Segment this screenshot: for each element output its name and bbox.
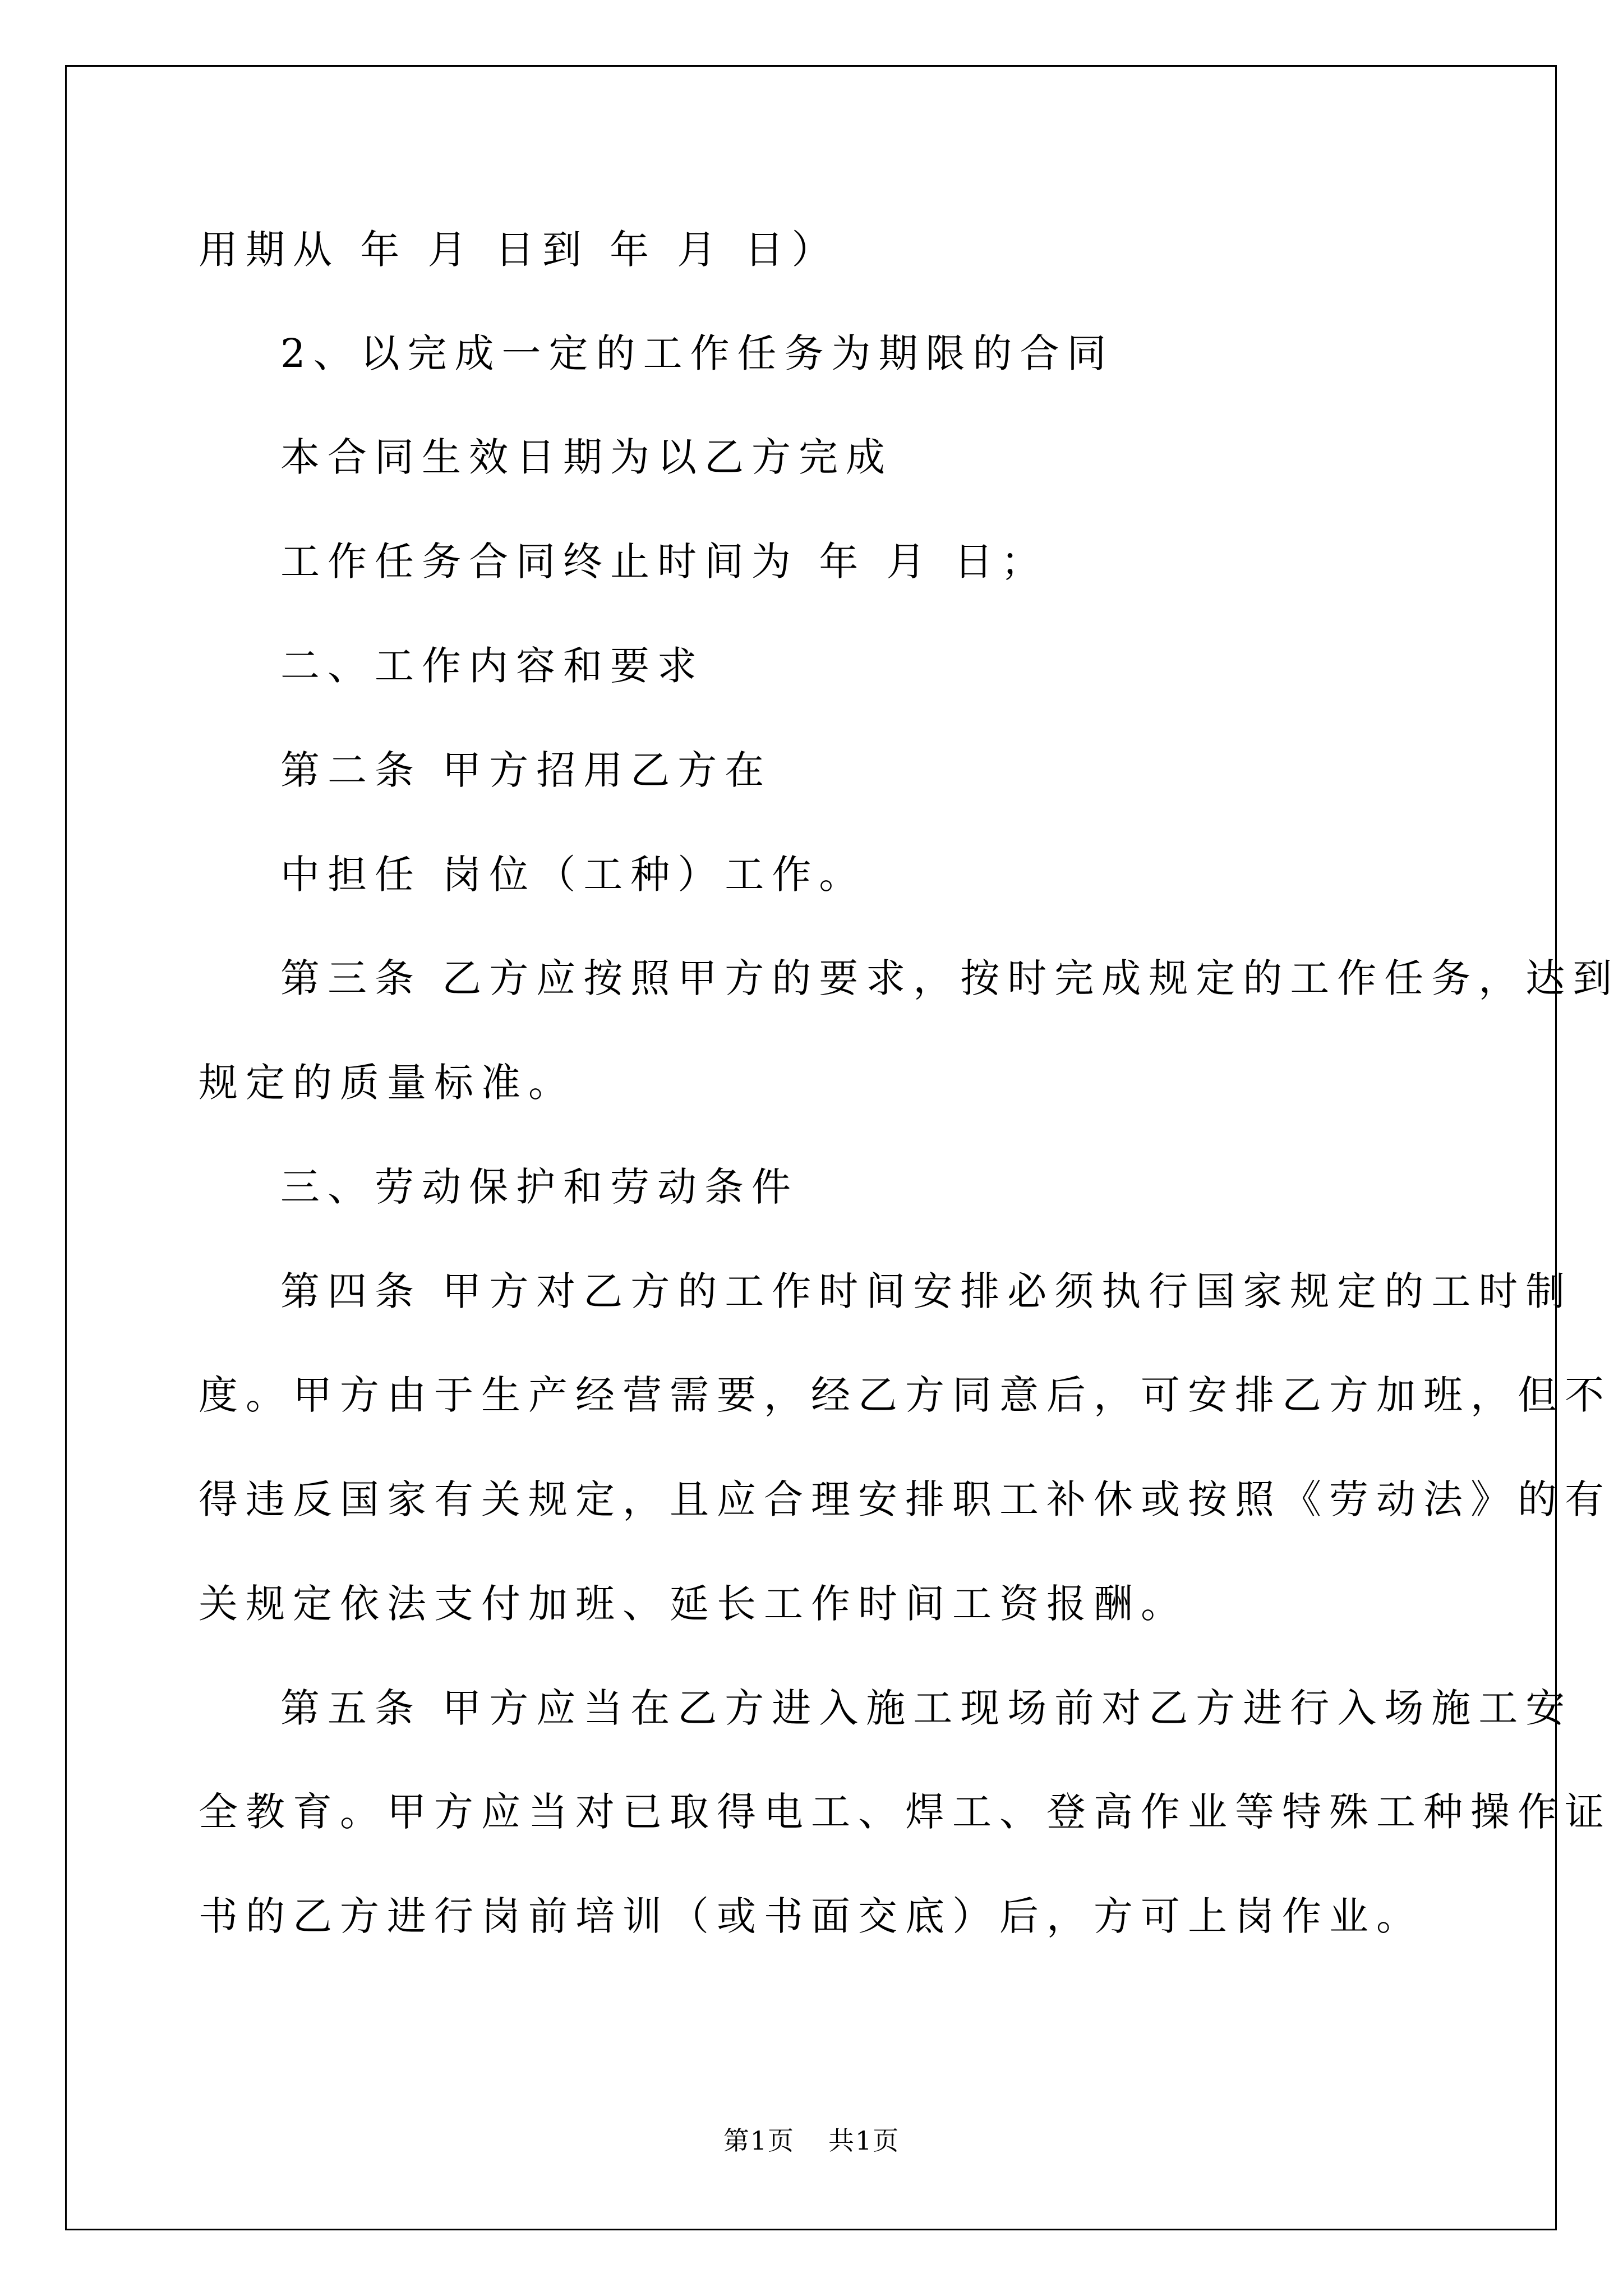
page-number: 第1页	[723, 2125, 795, 2156]
text-line-8: 第三条 乙方应按照甲方的要求，按时完成规定的工作任务，达到	[280, 955, 1620, 1001]
text-line-3: 本合同生效日期为以乙方完成	[280, 434, 893, 480]
section-heading-2: 二、工作内容和要求	[280, 643, 704, 689]
text-line-7: 中担任 岗位（工种）工作。	[280, 852, 866, 898]
text-line-14: 关规定依法支付加班、延长工作时间工资报酬。	[199, 1581, 1188, 1627]
text-line-1: 用期从 年 月 日到 年 月 日）	[199, 227, 839, 273]
text-line-2: 2、以完成一定的工作任务为期限的合同	[280, 330, 1114, 376]
text-line-11: 第四条 甲方对乙方的工作时间安排必须执行国家规定的工时制	[280, 1268, 1573, 1314]
page-total: 共1页	[828, 2125, 900, 2156]
text-line-6: 第二条 甲方招用乙方在	[280, 747, 772, 793]
text-line-17: 书的乙方进行岗前培训（或书面交底）后，方可上岗作业。	[199, 1893, 1423, 1939]
text-line-15: 第五条 甲方应当在乙方进入施工现场前对乙方进行入场施工安	[280, 1685, 1573, 1731]
text-line-9: 规定的质量标准。	[199, 1060, 575, 1106]
text-line-16: 全教育。甲方应当对已取得电工、焊工、登高作业等特殊工种操作证	[199, 1789, 1612, 1835]
text-line-4: 工作任务合同终止时间为 年 月 日；	[280, 539, 1048, 585]
text-line-13: 得违反国家有关规定，且应合理安排职工补休或按照《劳动法》的有	[199, 1476, 1612, 1522]
text-line-12: 度。甲方由于生产经营需要，经乙方同意后，可安排乙方加班，但不	[199, 1372, 1612, 1418]
page-footer	[0, 2120, 1623, 2157]
section-heading-3: 三、劳动保护和劳动条件	[280, 1164, 799, 1210]
